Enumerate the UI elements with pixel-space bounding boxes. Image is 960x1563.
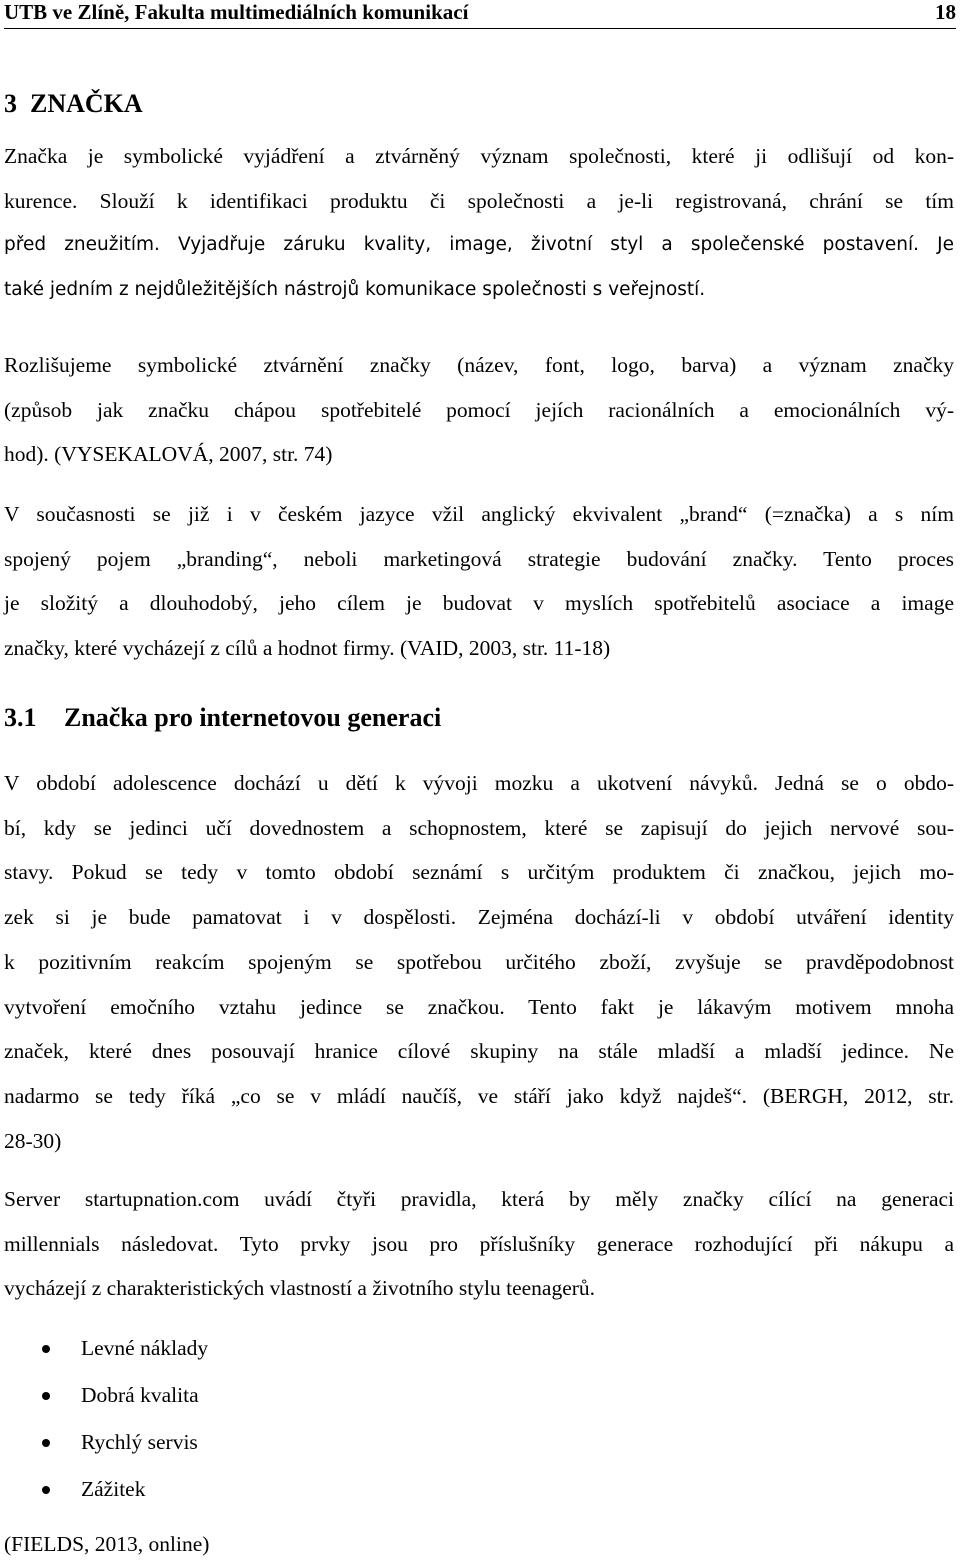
chapter-heading: 3 ZNAČKA xyxy=(4,89,143,118)
text-line: je složitý a dlouhodobý, jeho cílem je budovat v myslích spotřebitelů asociace a image xyxy=(4,591,954,616)
text-line: Značka je symbolické vyjádření a ztvárněný význam společnosti, které ji odlišují od kon- xyxy=(4,144,954,168)
text-line: značky, které vycházejí z cílů a hodnot firmy. (VAID, 2003, str. 11-18) xyxy=(4,636,611,661)
text-line: vycházejí z charakteristických vlastností a životního stylu teenagerů. xyxy=(4,1276,596,1301)
running-header xyxy=(4,0,956,29)
text-line: kurence. Slouží k identifikaci produktu či společnosti a je-li registrovaná, chrání se tím xyxy=(4,188,954,213)
paragraph-definition xyxy=(4,134,954,313)
text-line: před zneužitím. Vyjadřuje záruku kvality, image, životní styl a společenské postavení. Je xyxy=(4,234,954,256)
text-line: 28-30) xyxy=(4,1128,62,1153)
list-item xyxy=(4,1325,208,1372)
bullet-icon xyxy=(42,1439,50,1447)
text-line: (způsob jak značku chápou spotřebitelé pomocí jejích racionálních a emocionálních vý- xyxy=(4,397,954,422)
text-line: také jedním z nejdůležitějších nástrojů komunikace společnosti s veřejností. xyxy=(4,279,706,301)
text-line: spojený pojem „branding“, neboli marketingová strategie budování značky. Tento proces xyxy=(4,546,954,571)
header-page-number: 18 xyxy=(935,0,956,24)
text-line: Rozlišujeme symbolické ztvárnění značky (název, font, logo, barva) a význam značky xyxy=(4,353,954,377)
text-line: stavy. Pokud se tedy v tomto období seznámí s určitým produktem či značkou, jejich mo- xyxy=(4,860,954,885)
text-line: Server startupnation.com uvádí čtyři pravidla, která by měly značky cílící na generaci xyxy=(4,1187,954,1211)
section-title: Značka pro internetovou generaci xyxy=(64,703,442,732)
paragraph-startupnation xyxy=(4,1177,954,1311)
bullet-icon xyxy=(42,1345,50,1353)
section-heading xyxy=(4,703,441,733)
list-item xyxy=(4,1466,208,1513)
text-line: vytvoření emočního vztahu jedince se značkou. Tento fakt je lákavým motivem mnoha xyxy=(4,994,954,1019)
list-item-label: Levné náklady xyxy=(81,1336,209,1360)
text-line: V období adolescence dochází u dětí k vývoji mozku a ukotvení návyků. Jedná se o obdo- xyxy=(4,771,954,795)
list-item-label: Rychlý servis xyxy=(81,1430,198,1454)
list-item xyxy=(4,1372,208,1419)
bullet-icon xyxy=(42,1486,50,1494)
text-line: millennials následovat. Tyto prvky jsou pro příslušníky generace rozhodující při nákupu a xyxy=(4,1231,954,1256)
paragraph-brand xyxy=(4,492,954,671)
citation: (FIELDS, 2013, online) xyxy=(4,1532,210,1556)
text-line: značek, které dnes posouvají hranice cílové skupiny na stále mladší a mladší jedince. Ne xyxy=(4,1039,954,1064)
bullet-icon xyxy=(42,1392,50,1400)
text-line: V současnosti se již i v českém jazyce vžil anglický ekvivalent „brand“ (=značka) a s ním xyxy=(4,502,954,526)
section-number: 3.1 xyxy=(4,703,37,732)
text-line: bí, kdy se jedinci učí dovednostem a schopnostem, které se zapisují do jejich nervové sou- xyxy=(4,815,954,840)
text-line: zek si je bude pamatovat i v dospělosti. Zejména dochází-li v období utváření identity xyxy=(4,905,954,930)
text-line: nadarmo se tedy říká „co se v mládí naučíš, ve stáří jako když najdeš“. (BERGH, 2012, str. xyxy=(4,1083,954,1108)
list-item xyxy=(4,1419,208,1466)
text-line: hod). (VYSEKALOVÁ, 2007, str. 74) xyxy=(4,442,333,467)
list-item-label: Dobrá kvalita xyxy=(81,1383,199,1407)
rules-list xyxy=(4,1325,208,1513)
paragraph-symbolic xyxy=(4,343,954,477)
paragraph-adolescence xyxy=(4,761,954,1163)
header-institution: UTB ve Zlíně, Fakulta multimediálních komunikací xyxy=(4,0,469,24)
text-line: k pozitivním reakcím spojeným se spotřebou určitého zboží, zvyšuje se pravděpodobnost xyxy=(4,949,954,974)
list-item-label: Zážitek xyxy=(81,1477,146,1501)
